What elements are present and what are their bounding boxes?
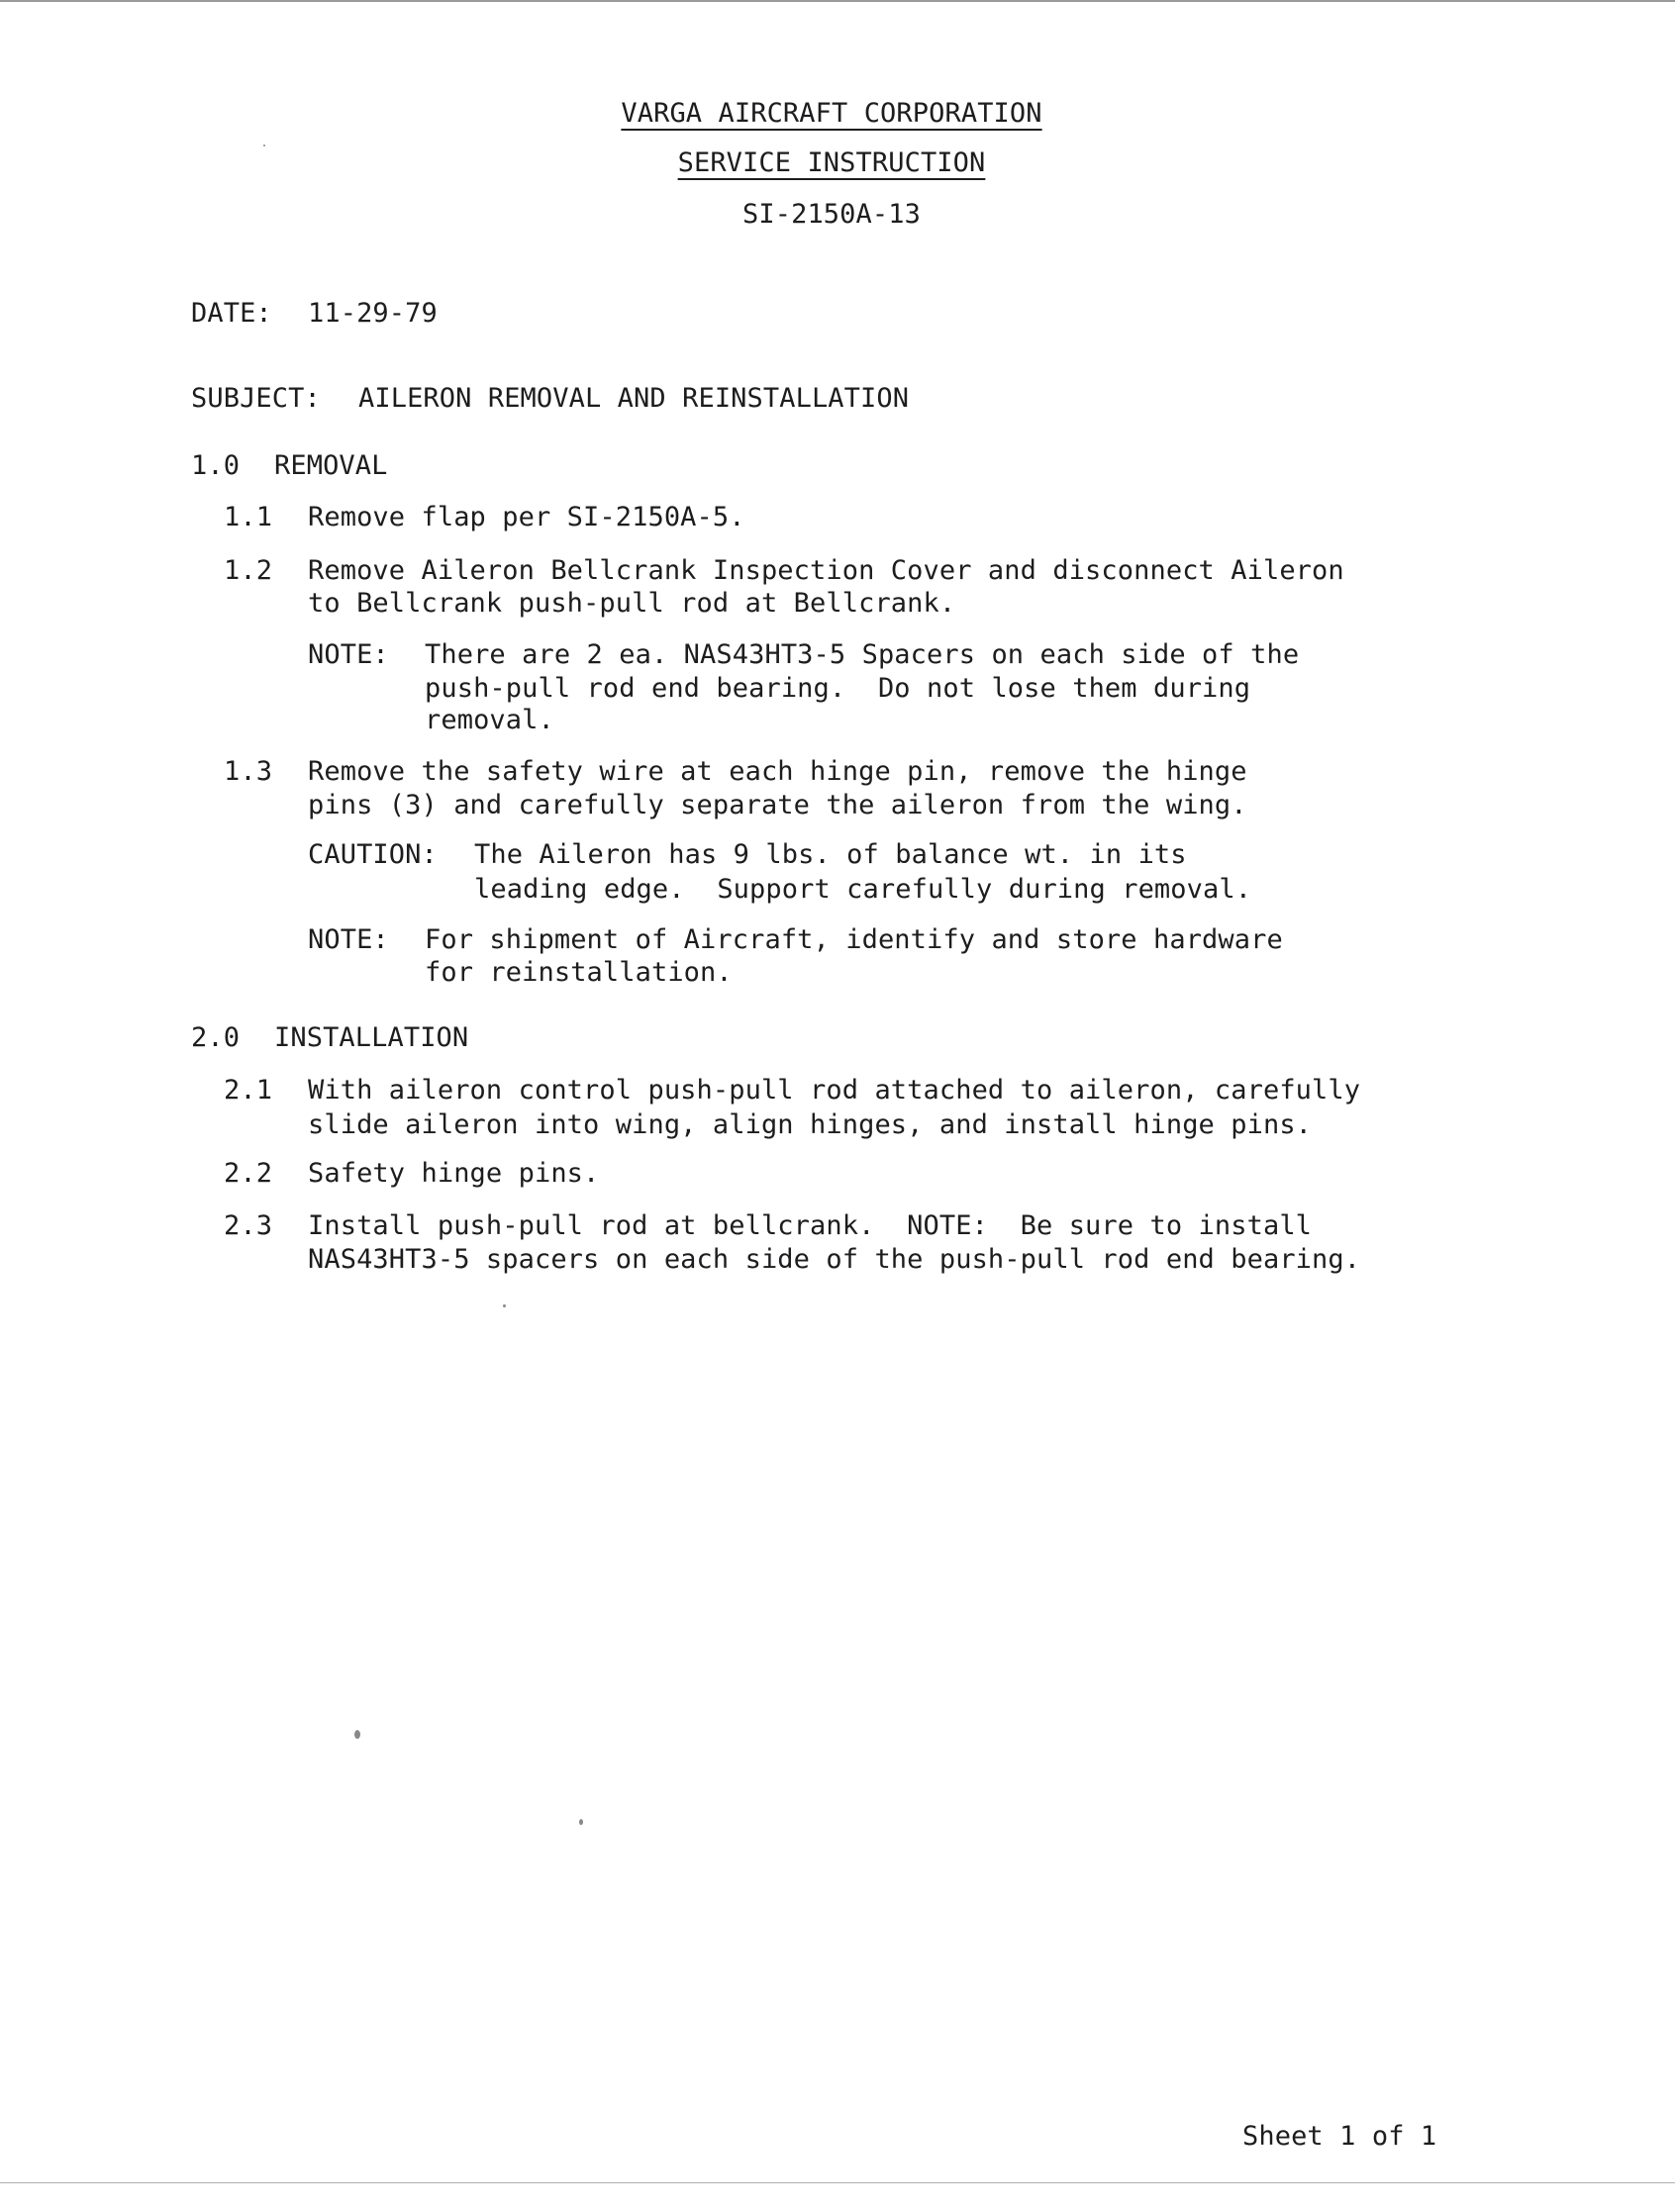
scan-speck	[579, 1819, 583, 1825]
document-number: SI-2150A-13	[742, 199, 921, 230]
document-type: SERVICE INSTRUCTION	[677, 147, 986, 178]
step-number-2-3: 2.3	[224, 1210, 273, 1241]
step-text-1-3-line2: pins (3) and carefully separate the aileron from the wing.	[308, 790, 1247, 820]
section-title-installation: INSTALLATION	[274, 1022, 469, 1053]
page-top-edge	[0, 0, 1675, 2]
note-text-1-2-line1: There are 2 ea. NAS43HT3-5 Spacers on each side of the	[425, 639, 1300, 670]
step-text-1-2-line1: Remove Aileron Bellcrank Inspection Cover and disconnect Aileron	[308, 555, 1344, 586]
note-label-1-3: NOTE:	[308, 924, 389, 955]
caution-label-1-3: CAUTION:	[308, 839, 438, 870]
note-text-1-3-line1: For shipment of Aircraft, identify and store hardware	[425, 924, 1283, 955]
step-text-2-3-line2: NAS43HT3-5 spacers on each side of the push-pull rod end bearing.	[308, 1244, 1361, 1275]
subject-label: SUBJECT:	[191, 383, 321, 414]
step-number-1-3: 1.3	[224, 756, 273, 787]
caution-text-1-3-line2: leading edge. Support carefully during removal.	[474, 874, 1252, 905]
page-bottom-edge	[0, 2182, 1675, 2183]
caution-text-1-3-line1: The Aileron has 9 lbs. of balance wt. in its	[474, 839, 1187, 870]
subject-value: AILERON REMOVAL AND REINSTALLATION	[358, 383, 910, 414]
step-text-2-3-line1: Install push-pull rod at bellcrank. NOTE: Be sure to install	[308, 1210, 1313, 1241]
date-label: DATE:	[191, 298, 272, 329]
note-text-1-2-line2: push-pull rod end bearing. Do not lose them during	[425, 673, 1251, 704]
step-number-1-2: 1.2	[224, 555, 273, 586]
sheet-number: Sheet 1 of 1	[1242, 2121, 1437, 2152]
note-label-1-2: NOTE:	[308, 639, 389, 670]
step-text-2-1-line2: slide aileron into wing, align hinges, and install hinge pins.	[308, 1109, 1313, 1140]
step-text-2-1-line1: With aileron control push-pull rod attached to aileron, carefully	[308, 1075, 1361, 1106]
note-text-1-2-line3: removal.	[425, 705, 554, 735]
company-name: VARGA AIRCRAFT CORPORATION	[621, 98, 1042, 129]
scan-speck	[503, 1304, 506, 1307]
section-title-removal: REMOVAL	[274, 450, 388, 481]
step-text-1-3-line1: Remove the safety wire at each hinge pin, remove the hinge	[308, 756, 1247, 787]
section-number-installation: 2.0	[191, 1022, 241, 1053]
section-number-removal: 1.0	[191, 450, 241, 481]
step-number-1-1: 1.1	[224, 502, 273, 532]
step-number-2-2: 2.2	[224, 1158, 273, 1189]
note-text-1-3-line2: for reinstallation.	[425, 957, 733, 988]
scan-speck	[354, 1730, 360, 1739]
scan-speck	[263, 144, 265, 146]
step-text-1-1: Remove flap per SI-2150A-5.	[308, 502, 745, 532]
step-text-1-2-line2: to Bellcrank push-pull rod at Bellcrank.	[308, 588, 956, 619]
date-value: 11-29-79	[308, 298, 438, 329]
step-number-2-1: 2.1	[224, 1075, 273, 1106]
step-text-2-2: Safety hinge pins.	[308, 1158, 600, 1189]
